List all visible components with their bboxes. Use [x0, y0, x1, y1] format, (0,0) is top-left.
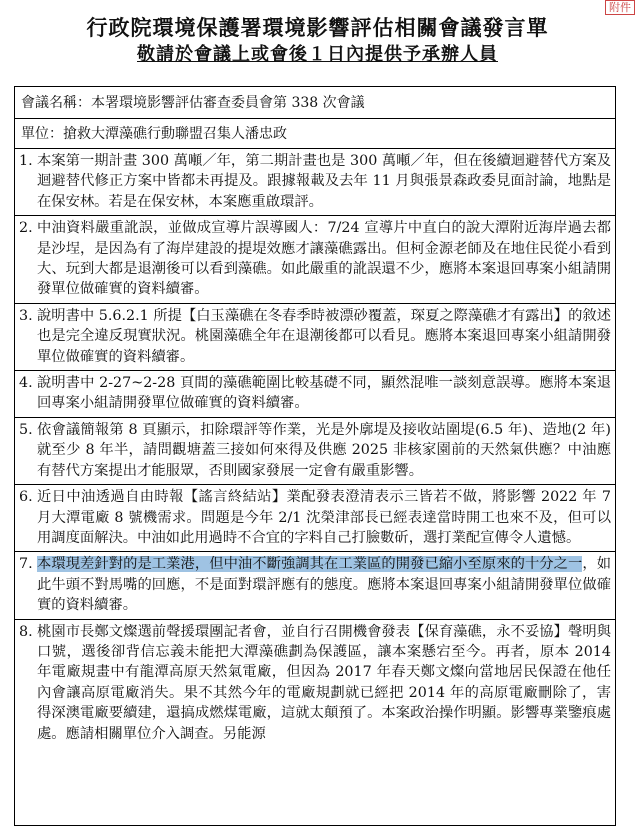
item-number: 5. [19, 421, 33, 438]
item-text: 中油資料嚴重訛誤，並做成宣導片誤導國人：7/24 宣導片中直白的說大潭附近海岸過去都是沙埕，是因為有了海岸建設的提堤效應才讓藻礁露出。但柯金源老師及在地住民從小看到大、玩到大都是退潮後可以看到藻礁。如此嚴重的訛誤還不少，應將本案退回專案小組請開發單位做確實的資料續審。 [37, 220, 611, 298]
meeting-name-row: 會議名稱：本署環境影響評估審查委員會第 338 次會議 [15, 87, 615, 119]
item-text: 依會議簡報第 8 頁顯示，扣除環評等作業，光是外廓堤及接收站圍堤(6.5 年)、造地(2 年)就至少 8 年半，請問觀塘蓋三接如何來得及供應 2025 非核家園前的天然氣供應？中油應有替代方案提出才能服眾，否則國家發展一定會有嚴重影響。 [37, 421, 611, 479]
item-number: 4. [19, 375, 33, 392]
statement-form [14, 86, 616, 826]
statement-item-7 [15, 552, 615, 619]
item-text: 說明書中 5.6.2.1 所提【白玉藻礁在冬春季時被漂砂覆蓋，琛夏之際藻礁才有露出】的敘述也是完全違反現實狀況。桃園藻礁全年在退潮後都可以看見。應將本案退回專案小組請開發單位做確實的資料續審。 [37, 307, 611, 365]
unit-row: 單位：搶救大潭藻礁行動聯盟召集人潘忠政 [15, 119, 615, 149]
item-number: 3. [19, 307, 33, 324]
attachment-tag: 附件 [605, 0, 635, 15]
item-text: 本案第一期計畫 300 萬噸／年，第二期計畫也是 300 萬噸／年，但在後續迴避替代方案及迴避替代修正方案中皆都未再提及。跟據報載及去年 11 月與張景森政委見面討論，地點是在保安林。若是在保安林，本案應重啟環評。 [37, 153, 611, 210]
statement-item-4 [15, 371, 615, 418]
item-text: 近日中油透過自由時報【謠言終結站】業配發表澄清表示三皆若不做，將影響 2022 年 7 月大潭電廠 8 號機需求。問題是今年 2/1 沈榮津部長已經表達當時開工也來不及，但可以用調度面解決。中油如此用過時不合宜的字料自己打臉數斫，選打業配宣傳令人遺憾。 [37, 489, 611, 546]
item-text: ，如此牛頭不對馬嘴的回應，不是面對環評應有的態度。應將本案退回專案小組請開發單位做確實的資料續審。 [37, 556, 612, 614]
item-text: 說明書中 2-27~2-28 頁間的藻礁範圍比較基礎不同，顯然混唯一談刻意誤導。應將本案退回專案小組請開發單位做確實的資料續審。 [37, 375, 611, 412]
document-title: 行政院環境保護署環境影響評估相關會議發言單 [86, 15, 549, 40]
item-number: 6. [19, 489, 33, 506]
statement-item-1 [15, 149, 615, 216]
item-number: 7. [19, 556, 33, 573]
statement-item-2 [15, 216, 615, 304]
item-number: 1. [19, 153, 33, 169]
item-text: 桃園市長鄭文燦選前聲援環團記者會，並自行召開機會發表【保育藻礁，永不妥協】聲明與口號，選後卻背信忘義未能把大潭藻礁劃為保護區，讓本案懸宕至今。再者，原本 2014 年電廠規畫中有龍潭高原天然氣電廠，但因為 2017 年春天鄭文燦向當地居民保證在他任內會讓高原電廠消失。果不其然今年的電廠規劃就已經把 2014 年的高原電廠刪除了，害得深澳電廠要續建，還搞成燃煤電廠，這就太顛預了。本案政治操作明顯。影響專業鑒痕處處。應請相關單位介入調查。另能源 [37, 623, 611, 742]
statement-item-6 [15, 485, 615, 552]
item-number: 8. [19, 623, 33, 640]
statement-item-8 [15, 620, 615, 747]
highlighted-text: 本環現差針對的是工業港，但中油不斷強調其在工業區的開發已縮小至原來的十分之一 [37, 556, 583, 573]
statement-item-3 [15, 304, 615, 371]
item-number: 2. [19, 220, 33, 237]
document-subtitle: 敬請於會議上或會後１日內提供予承辦人員 [137, 44, 498, 65]
statement-item-5 [15, 418, 615, 485]
